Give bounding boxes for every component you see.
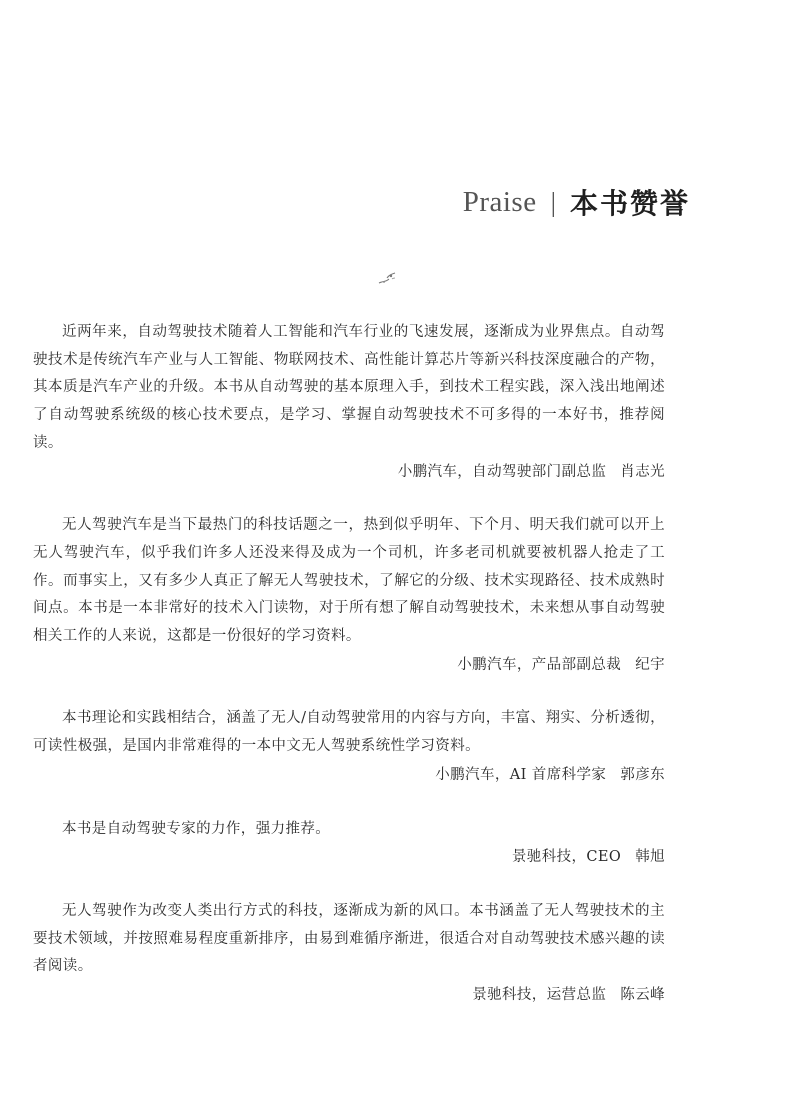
- praise-author: 郭彦东: [620, 766, 665, 783]
- praise-signature: [33, 844, 665, 872]
- praise-signature: [33, 982, 665, 1010]
- praise-author: 肖志光: [620, 463, 665, 480]
- header-english-title: Praise: [462, 185, 537, 218]
- praise-item: [33, 705, 665, 789]
- praise-author: 韩旭: [635, 849, 665, 866]
- praise-item: [33, 319, 665, 486]
- praise-author: 纪宇: [635, 656, 665, 673]
- praise-text: 无人驾驶作为改变人类出行方式的科技，逐渐成为新的风口。本书涵盖了无人驾驶技术的主要技术领域，并按照难易程度重新排序，由易到难循序渐进，很适合对自动驾驶技术感兴趣的读者阅读。: [33, 902, 665, 975]
- praise-attribution: 景驰科技，CEO: [511, 849, 622, 866]
- page-header: [463, 182, 690, 222]
- praise-text: 无人驾驶汽车是当下最热门的科技话题之一，热到似乎明年、下个月、明天我们就可以开上无人驾驶汽车，似乎我们许多人还没来得及成为一个司机，许多老司机就要被机器人抢走了工作。而事实上，又有多少人真正了解无人驾驶技术，了解它的分级、技术实现路径、技术成熟时间点。本书是一本非常好的技术入门读物，对于所有想了解自动驾驶技术，未来想从事自动驾驶相关工作的人来说，这都是一份很好的学习资料。: [33, 517, 665, 645]
- decorative-flourish-icon: [377, 270, 397, 286]
- praise-text: 近两年来，自动驾驶技术随着人工智能和汽车行业的飞速发展，逐渐成为业界焦点。自动驾驶技术是传统汽车产业与人工智能、物联网技术、高性能计算芯片等新兴科技深度融合的产物，其本质是汽车产业的升级。本书从自动驾驶的基本原理入手，到技术工程实践，深入浅出地阐述了自动驾驶系统级的核心技术要点，是学习、掌握自动驾驶技术不可多得的一本好书，推荐阅读。: [33, 324, 665, 451]
- praise-item: [33, 512, 665, 679]
- praise-item: [33, 816, 665, 872]
- praise-signature: [33, 762, 665, 790]
- praise-list: [33, 319, 665, 1010]
- praise-attribution: 景驰科技，运营总监: [472, 987, 607, 1004]
- praise-item: [33, 898, 665, 1010]
- header-separator: |: [550, 186, 556, 217]
- praise-author: 陈云峰: [620, 987, 665, 1004]
- praise-attribution: 小鹏汽车，自动驾驶部门副总监: [397, 463, 607, 480]
- praise-attribution: 小鹏汽车，AI 首席科学家: [435, 766, 607, 783]
- praise-attribution: 小鹏汽车，产品部副总裁: [457, 656, 622, 673]
- praise-text: 本书理论和实践相结合，涵盖了无人/自动驾驶常用的内容与方向，丰富、翔实、分析透彻，可读性极强，是国内非常难得的一本中文无人驾驶系统性学习资料。: [33, 710, 665, 755]
- praise-text: 本书是自动驾驶专家的力作，强力推荐。: [62, 820, 331, 837]
- header-chinese-title: 本书赞誉: [569, 187, 690, 220]
- praise-signature: [33, 459, 665, 487]
- praise-signature: [33, 652, 665, 680]
